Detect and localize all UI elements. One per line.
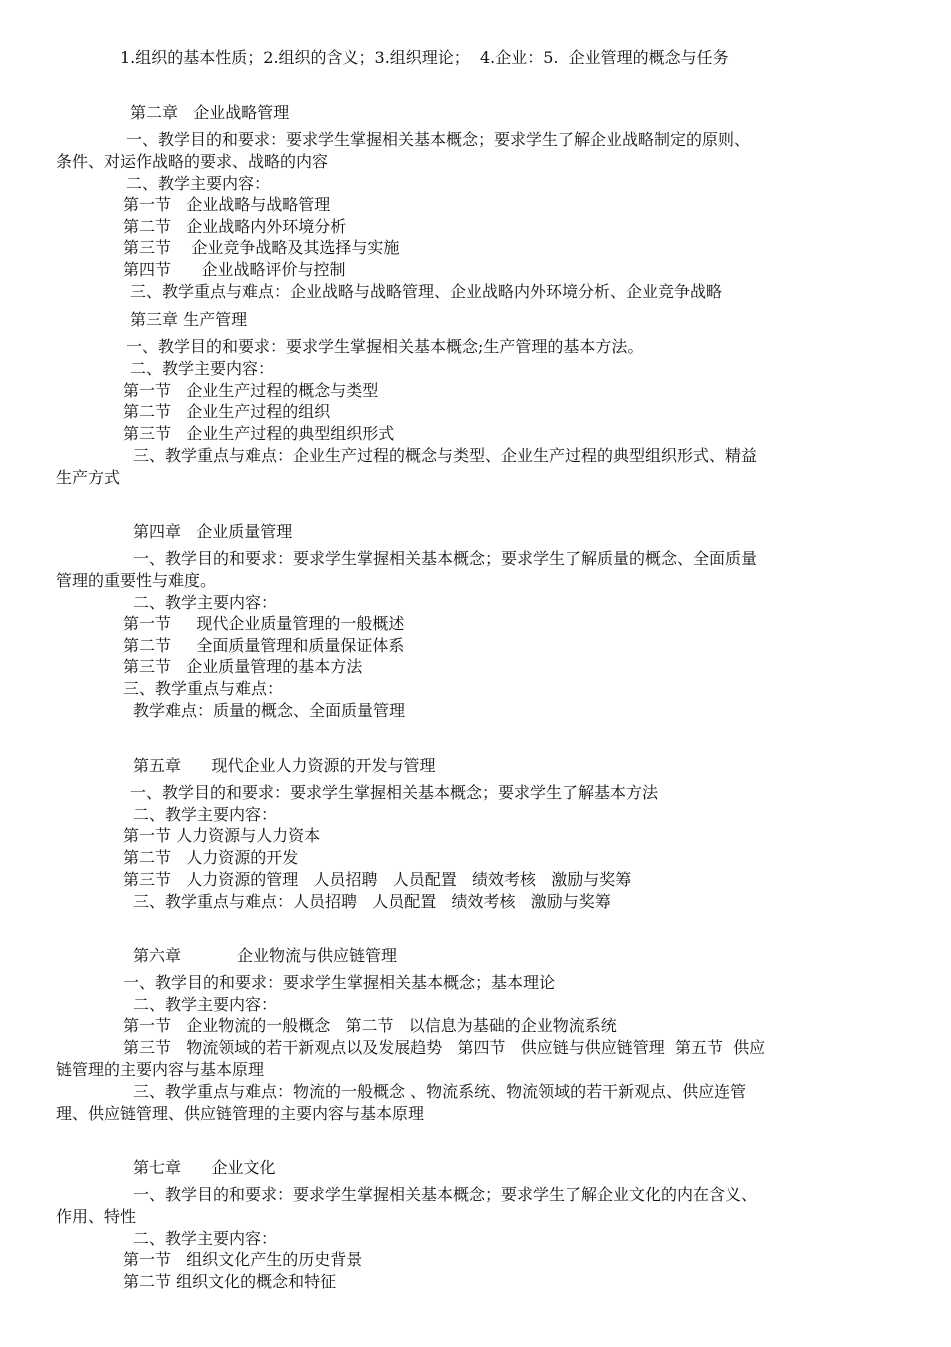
- ch3-section-1: 第一节 企业生产过程的概念与类型: [123, 381, 379, 400]
- ch2-section-4: 第四节 企业战略评价与控制: [123, 260, 346, 279]
- ch7-goal-line2: 作用、特性: [56, 1207, 137, 1226]
- ch7-section-2: 第二节 组织文化的概念和特征: [123, 1272, 337, 1291]
- ch4-title: 第四章 企业质量管理: [133, 522, 293, 541]
- ch7-section-1: 第一节 组织文化产生的历史背景: [123, 1250, 363, 1269]
- ch5-goal: 一、教学目的和要求：要求学生掌握相关基本概念；要求学生了解基本方法: [130, 783, 659, 802]
- ch3-focus-line1: 三、教学重点与难点：企业生产过程的概念与类型、企业生产过程的典型组织形式、精益: [133, 446, 758, 465]
- ch4-goal-line2: 管理的重要性与难度。: [56, 571, 217, 590]
- ch4-section-2: 第二节 全面质量管理和质量保证体系: [123, 636, 405, 655]
- ch5-content-heading: 二、教学主要内容：: [133, 805, 278, 824]
- ch6-content-heading: 二、教学主要内容：: [133, 995, 278, 1014]
- ch7-content-heading: 二、教学主要内容：: [133, 1229, 278, 1248]
- ch2-section-3: 第三节 企业竞争战略及其选择与实施: [123, 238, 400, 257]
- ch7-goal-line1: 一、教学目的和要求：要求学生掌握相关基本概念；要求学生了解企业文化的内在含义、: [133, 1185, 758, 1204]
- ch5-title: 第五章 现代企业人力资源的开发与管理: [133, 756, 436, 775]
- ch6-focus-line1: 三、教学重点与难点：物流的一般概念 、物流系统、物流领域的若干新观点、供应连管: [133, 1082, 747, 1101]
- ch5-section-1: 第一节 人力资源与人力资本: [123, 826, 321, 845]
- ch2-goal-line1: 一、教学目的和要求：要求学生掌握相关基本概念；要求学生了解企业战略制定的原则、: [126, 130, 751, 149]
- ch2-title: 第二章 企业战略管理: [130, 103, 290, 122]
- ch6-sections-1-2: 第一节 企业物流的一般概念 第二节 以信息为基础的企业物流系统: [123, 1016, 617, 1035]
- ch6-goal: 一、教学目的和要求：要求学生掌握相关基本概念；基本理论: [123, 973, 556, 992]
- ch6-focus-line2: 理、供应链管理、供应链管理的主要内容与基本原理: [56, 1104, 425, 1123]
- ch4-content-heading: 二、教学主要内容：: [133, 593, 278, 612]
- ch7-title: 第七章 企业文化: [133, 1158, 276, 1177]
- ch3-title: 第三章 生产管理: [130, 310, 248, 329]
- ch3-section-2: 第二节 企业生产过程的组织: [123, 402, 331, 421]
- ch3-section-3: 第三节 企业生产过程的典型组织形式: [123, 424, 395, 443]
- ch2-section-1: 第一节 企业战略与战略管理: [123, 195, 331, 214]
- ch5-focus: 三、教学重点与难点：人员招聘 人员配置 绩效考核 激励与奖筹: [133, 892, 611, 911]
- ch2-focus: 三、教学重点与难点：企业战略与战略管理、企业战略内外环境分析、企业竞争战略: [130, 282, 723, 301]
- ch5-section-3: 第三节 人力资源的管理 人员招聘 人员配置 绩效考核 激励与奖筹: [123, 870, 632, 889]
- ch4-section-3: 第三节 企业质量管理的基本方法: [123, 657, 363, 676]
- ch2-section-2: 第二节 企业战略内外环境分析: [123, 217, 347, 236]
- ch3-content-heading: 二、教学主要内容：: [130, 359, 275, 378]
- intro-line: 1.组织的基本性质；2.组织的含义；3.组织理论； 4.企业：5. 企业管理的概念与任务: [120, 48, 729, 67]
- ch6-sections-3-5-line1: 第三节 物流领域的若干新观点以及发展趋势 第四节 供应链与供应链管理 第五节 供应: [123, 1038, 766, 1057]
- ch4-focus: 三、教学重点与难点：: [123, 679, 284, 698]
- ch4-goal-line1: 一、教学目的和要求：要求学生掌握相关基本概念；要求学生了解质量的概念、全面质量: [133, 549, 758, 568]
- ch4-section-1: 第一节 现代企业质量管理的一般概述: [123, 614, 405, 633]
- ch2-goal-line2: 条件、对运作战略的要求、战略的内容: [56, 152, 329, 171]
- ch4-difficulty: 教学难点：质量的概念、全面质量管理: [133, 701, 406, 720]
- ch6-title: 第六章 企业物流与供应链管理: [133, 946, 397, 965]
- ch3-goal: 一、教学目的和要求：要求学生掌握相关基本概念;生产管理的基本方法。: [126, 337, 644, 356]
- ch6-sections-3-5-line2: 链管理的主要内容与基本原理: [56, 1060, 265, 1079]
- ch3-focus-line2: 生产方式: [56, 468, 121, 487]
- ch5-section-2: 第二节 人力资源的开发: [123, 848, 299, 867]
- ch2-content-heading: 二、教学主要内容：: [126, 174, 271, 193]
